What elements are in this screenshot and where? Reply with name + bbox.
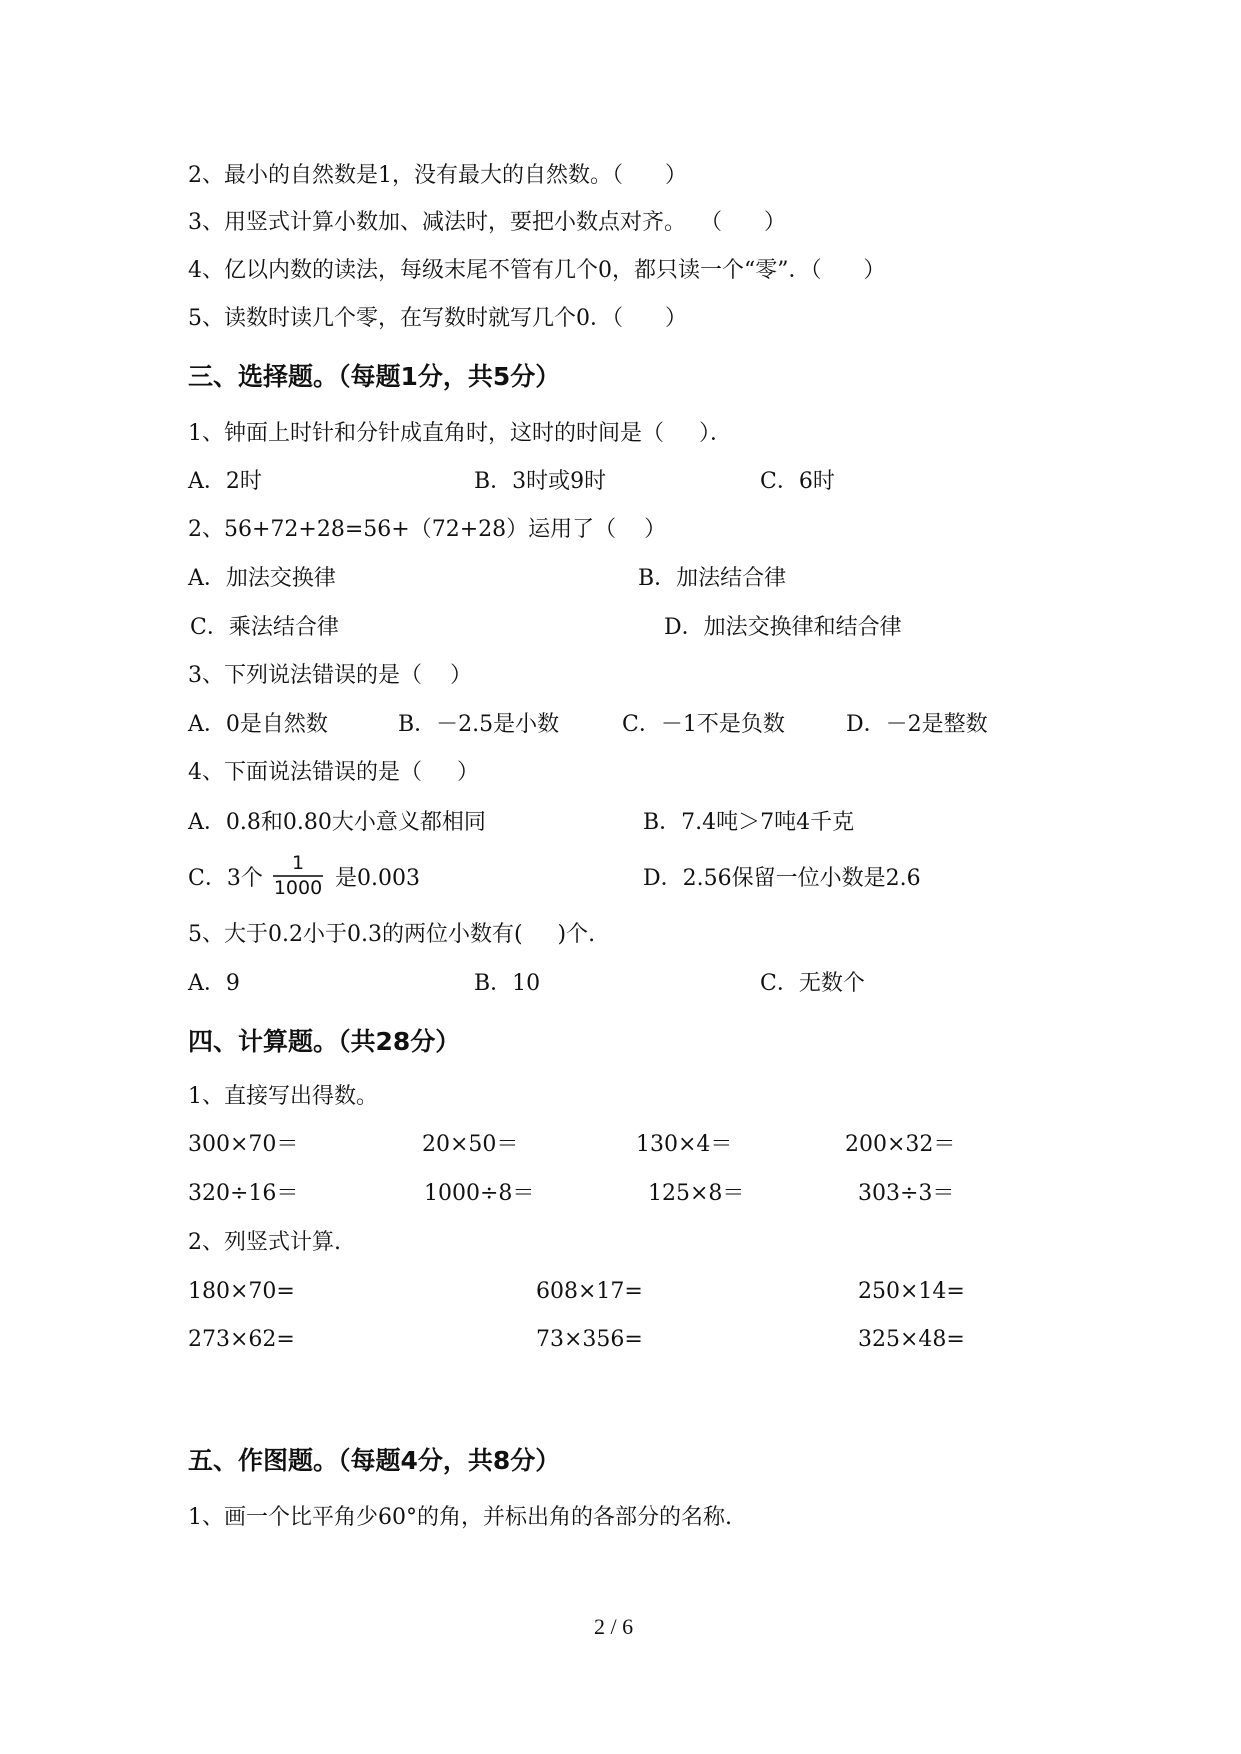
calc-item: 1000÷8＝ <box>424 1181 535 1206</box>
q4-1-text: 1、直接写出得数。 <box>188 1084 378 1109</box>
vertical-calc-item: 273×62= <box>188 1327 295 1352</box>
q3-2-option-a: A．加法交换律 <box>188 566 336 591</box>
section-4-title: 四、计算题。（共28分） <box>188 1027 461 1056</box>
q3-5-option-a: A．9 <box>188 971 240 996</box>
calc-item: 300×70＝ <box>188 1132 299 1157</box>
q3-3-option-c: C．－1不是负数 <box>622 712 785 737</box>
q3-3-option-d: D．－2是整数 <box>846 712 988 737</box>
vertical-calc-item: 608×17= <box>536 1279 643 1304</box>
q3-2-option-c: C．乘法结合律 <box>190 615 339 640</box>
q5-1-text: 1、画一个比平角少60°的角，并标出角的各部分的名称. <box>188 1505 732 1530</box>
q3-3-text: 3、下列说法错误的是（ ） <box>188 663 472 688</box>
fraction-numerator: 1 <box>291 852 305 874</box>
q3-2-text: 2、56+72+28=56+（72+28）运用了（ ） <box>188 517 667 542</box>
section-3-title: 三、选择题。（每题1分，共5分） <box>188 362 561 391</box>
tf-item-2: 2、最小的自然数是1，没有最大的自然数。（ ） <box>188 163 687 188</box>
calc-item: 200×32＝ <box>845 1132 956 1157</box>
fraction-one-thousandth <box>273 854 323 898</box>
q3-5-text: 5、大于0.2小于0.3的两位小数有( )个. <box>188 922 596 947</box>
calc-item: 320÷16＝ <box>188 1181 299 1206</box>
q3-4-option-c-prefix: C．3个 <box>188 866 263 891</box>
q3-1-option-c: C．6时 <box>760 469 835 494</box>
q3-4-option-a: A．0.8和0.80大小意义都相同 <box>188 810 486 835</box>
q3-2-option-d: D．加法交换律和结合律 <box>664 615 902 640</box>
q3-4-option-b: B．7.4吨＞7吨4千克 <box>643 810 855 835</box>
q4-2-text: 2、列竖式计算. <box>188 1230 341 1255</box>
q3-1-option-b: B．3时或9时 <box>474 469 607 494</box>
vertical-calc-item: 73×356= <box>536 1327 643 1352</box>
calc-item: 303÷3＝ <box>858 1181 955 1206</box>
vertical-calc-item: 325×48= <box>858 1327 965 1352</box>
tf-item-5: 5、读数时读几个零，在写数时就写几个0．（ ） <box>188 306 687 331</box>
q3-5-option-c: C．无数个 <box>760 971 865 996</box>
fraction-denominator: 1000 <box>273 877 323 899</box>
q3-4-text: 4、下面说法错误的是（ ） <box>188 760 479 785</box>
q3-1-text: 1、钟面上时针和分针成直角时，这时的时间是（ ）． <box>188 421 732 446</box>
section-5-title: 五、作图题。（每题4分，共8分） <box>188 1446 561 1475</box>
q3-5-option-b: B．10 <box>474 971 541 996</box>
calc-item: 20×50＝ <box>422 1132 519 1157</box>
q3-3-option-a: A．0是自然数 <box>188 712 328 737</box>
q3-4-option-c-suffix: 是0.003 <box>335 866 420 891</box>
vertical-calc-item: 250×14= <box>858 1279 965 1304</box>
tf-item-4: 4、亿以内数的读法，每级末尾不管有几个0，都只读一个“零”．（ ） <box>188 258 886 283</box>
tf-item-3: 3、用竖式计算小数加、减法时，要把小数点对齐。 （ ） <box>188 210 786 235</box>
q3-2-option-b: B．加法结合律 <box>638 566 787 591</box>
calc-item: 130×4＝ <box>636 1132 733 1157</box>
vertical-calc-item: 180×70= <box>188 1279 295 1304</box>
q3-3-option-b: B．－2.5是小数 <box>398 712 560 737</box>
calc-item: 125×8＝ <box>648 1181 745 1206</box>
q3-1-option-a: A．2时 <box>188 469 262 494</box>
q3-4-option-d: D．2.56保留一位小数是2.6 <box>643 866 921 891</box>
page-number: 2 / 6 <box>594 1614 634 1639</box>
